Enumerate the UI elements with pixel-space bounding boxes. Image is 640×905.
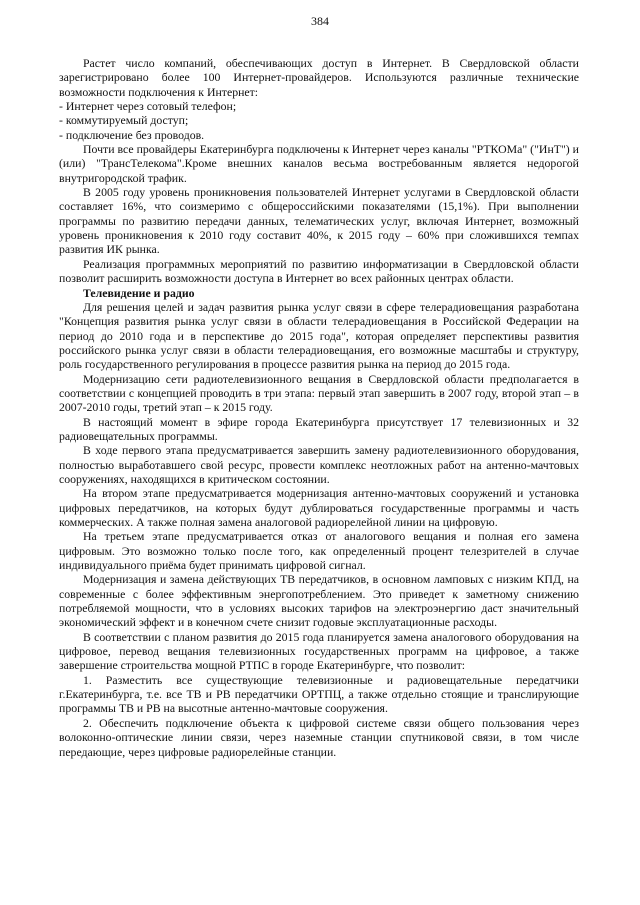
paragraph-internet-providers: Растет число компаний, обеспечивающих доступ в Интернет. В Свердловской области зарегистрировано более 100 Интернет-провайдеров. Используются различные технические возможности подключения к Интернет: [59,56,579,99]
paragraph-first-stage: В ходе первого этапа предусматривается завершить замену радиотелевизионного оборудования, полностью выработавшего свой ресурс, провести комплекс неотложных работ на антенно-мачтовых сооружениях, находящихся в критическом состоянии. [59,443,579,486]
list-item: - подключение без проводов. [59,127,205,142]
paragraph-provider-channels: Почти все провайдеры Екатеринбурга подключены к Интернет через каналы "РТКОМа" ("ИнТ") и (или) "ТрансТелекома".Кроме внешних каналов весьма востребованным является недорогой внутригородской трафик. [59,142,579,185]
paragraph-transmitter-replacement: Модернизация и замена действующих ТВ передатчиков, в основном ламповых с низким КПД, на современные с более эффективным энергопотреблением. Это приведет к заметному снижению потребляемой мощности, что в условиях высоких тарифов на электроэнергию даст значительный экономический эффект и в конечном счете снизит годовые эксплуатационные расходы. [59,572,579,630]
paragraph-item-1: 1. Разместить все существующие телевизионные и радиовещательные передатчики г.Екатеринбурга, т.е. все ТВ и РВ передатчики ОРТПЦ, а также отдельно стоящие и транслирующие программы ТВ и РВ на высотные антенно-мачтовые сооружения. [59,672,579,716]
list-item: - коммутируемый доступ; [59,113,189,128]
paragraph-informatization: Реализация программных мероприятий по развитию информатизации в Свердловской области позволит расширить возможности доступа в Интернет во всех районных центрах области. [59,256,579,286]
paragraph-third-stage: На третьем этапе предусматривается отказ от аналогового вещания и полная его замена цифровым. Это возможно только после того, как определенный процент телезрителей в случае индивидуального приёма будет принимать цифровой сигнал. [59,529,579,573]
paragraph-current-programs: В настоящий момент в эфире города Екатеринбурга присутствует 17 телевизионных и 32 радиовещательных программы. [59,414,579,443]
page-number: 384 [311,14,329,28]
paragraph-development-plan: В соответствии с планом развития до 2015 года планируется замена аналогового оборудования на цифровое, перевод вещания телевизионных государственных программ на цифровое, а также завершение строительства мощной РТПС в городе Екатеринбурге, что позволит: [59,629,579,673]
list-item: - Интернет через сотовый телефон; [59,99,237,114]
paragraph-item-2: 2. Обеспечить подключение объекта к цифровой системе связи общего пользования через волоконно-оптические линии связи, через наземные станции спутниковой связи, в том числе передающие, через цифровые радиорелейные станции. [59,715,579,759]
section-heading: Телевидение и радио [83,285,195,300]
page-body [59,56,579,759]
paragraph-second-stage: На втором этапе предусматривается модернизация антенно-мачтовых сооружений и установка цифровых передатчиков, на которых будут дублироваться государственные программы и часть коммерческих. А также полная замена аналоговой радиорелейной линии на цифровую. [59,486,579,529]
paragraph-modernization-stages: Модернизацию сети радиотелевизионного вещания в Свердловской области предполагается в соответствии с концепцией проводить в три этапа: первый этап завершить в 2007 году, второй этап – в 2007-2010 годы, третий этап – к 2015 году. [59,371,579,415]
paragraph-penetration-level: В 2005 году уровень проникновения пользователей Интернет услугами в Свердловской области составляет 16%, что соизмеримо с общероссийскими показателями (15,1%). При выполнении программы по развитию передачи данных, телематических услуг, включая Интернет, возможный уровень проникновения к 2010 году составит 40%, к 2015 году – 60% при сложившихся темпах развития ИК рынка. [59,185,579,257]
paragraph-concept: Для решения целей и задач развития рынка услуг связи в сфере телерадиовещания разработана "Концепция развития рынка услуг связи в области телерадиовещания в Российской Федерации на период до 2010 года и в перспективе до 2015 года", которая определяет перспективы развития российского рынка услуг связи в области телерадиовещания, его возможные масштабы и структуру, роль государственного регулирования в процессе развития рынка на период до 2015 года. [59,299,579,372]
